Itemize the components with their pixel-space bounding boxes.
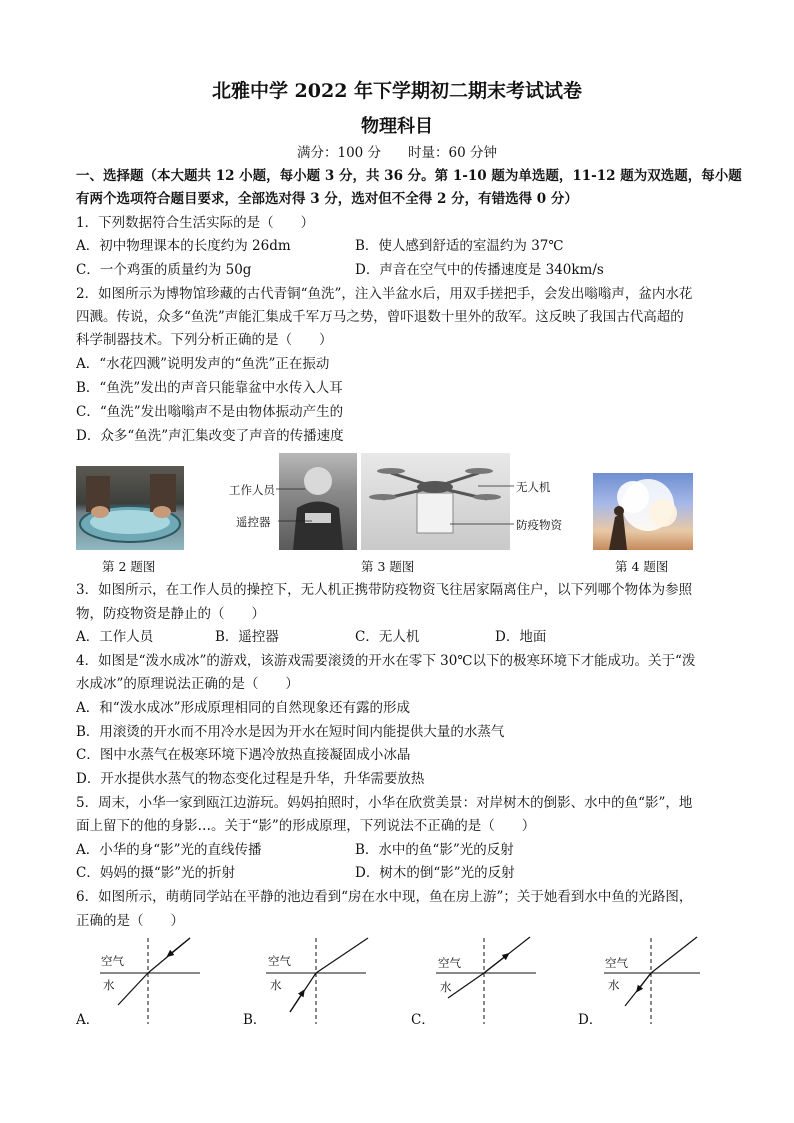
q4-option-b: B．用滚烫的开水而不用冷水是因为开水在短时间内能提供大量的水蒸气	[76, 724, 505, 740]
q5-stem-line2: 面上留下的他的身影…。关于“影”的形成原理，下列说法不正确的是（ ）	[76, 818, 536, 834]
diagram-c-water-label: 水	[440, 980, 452, 994]
q6-stem-line1: 6．如图所示，萌萌同学站在平静的池边看到“房在水中现，鱼在房上游”；关于她看到水中鱼的光路图，	[76, 889, 693, 905]
q1-option-b: B．使人感到舒适的室温约为 37℃	[355, 238, 564, 254]
q1-option-a: A．初中物理课本的长度约为 26dm	[76, 238, 291, 254]
q6-option-d: D．	[578, 1012, 603, 1028]
q1-option-c: C．一个鸡蛋的质量约为 50g	[76, 262, 252, 278]
q5-option-b: B．水中的鱼“影”光的反射	[355, 842, 514, 858]
q2-stem-line1: 2．如图所示为博物馆珍藏的古代青铜“鱼洗”，注入半盆水后，用双手搓把手，会发出嗡嗡声，盆内水花	[76, 286, 693, 302]
q6-option-a: A．	[76, 1012, 100, 1028]
figure-4-caption: 第 4 题图	[615, 559, 669, 574]
section-instructions-line2: 有两个选项符合题目要求，全部选对得 3 分，选对但不全得 2 分，有错选得 0 分）	[76, 191, 578, 207]
exam-title: 北雅中学 2022 年下学期初二期末考试试卷	[211, 80, 583, 102]
q2-option-d: D．众多“鱼洗”声汇集改变了声音的传播速度	[76, 428, 344, 444]
figure-2-caption: 第 2 题图	[102, 559, 156, 574]
diagram-c-air-label: 空气	[438, 956, 461, 970]
q2-option-b: B．“鱼洗”发出的声音只能靠盆中水传入人耳	[76, 380, 343, 396]
q1-option-d: D．声音在空气中的传播速度是 340km/s	[355, 262, 604, 278]
q5-stem-line1: 5．周末，小华一家到瓯江边游玩。妈妈拍照时，小华在欣赏美景：对岸树木的倒影、水中的鱼“影”，地	[76, 795, 693, 811]
q3-option-d: D．地面	[495, 629, 547, 645]
q1-stem: 1．下列数据符合生活实际的是（ ）	[76, 215, 315, 231]
exam-meta: 满分：100 分 时量：60 分钟	[296, 145, 498, 161]
q3-option-c: C．无人机	[355, 629, 420, 645]
diagram-d-air-label: 空气	[605, 956, 628, 970]
section-instructions-line1: 一、选择题（本大题共 12 小题，每小题 3 分，共 36 分。第 1-10 题为单选题，11-12 题为双选题，每小题	[76, 168, 742, 184]
q4-option-d: D．开水提供水蒸气的物态变化过程是升华，升华需要放热	[76, 771, 425, 787]
diagram-d-water-label: 水	[608, 978, 620, 992]
diagram-a-water-label: 水	[103, 978, 115, 992]
subject-title: 物理科目	[361, 116, 433, 137]
q2-stem-line3: 科学制器技术。下列分析正确的是（ ）	[76, 332, 333, 348]
q6-option-b: B．	[243, 1012, 267, 1028]
remote-label: 遥控器	[236, 515, 271, 529]
q6-option-c: C．	[411, 1012, 435, 1028]
figure-3-caption: 第 3 题图	[361, 559, 415, 574]
q4-stem-line2: 水成冰”的原理说法正确的是（ ）	[76, 676, 299, 692]
q2-option-a: A．“水花四溅”说明发声的“鱼洗”正在振动	[76, 356, 330, 372]
q2-option-c: C．“鱼洗”发出嗡嗡声不是由物体振动产生的	[76, 404, 344, 420]
q3-stem-line2: 物，防疫物资是静止的（ ）	[76, 606, 265, 622]
q6-stem-line2: 正确的是（ ）	[76, 913, 184, 929]
q3-option-b: B．遥控器	[215, 629, 279, 645]
drone-label: 无人机	[516, 480, 551, 494]
diagram-a	[100, 938, 200, 1024]
q3-option-a: A．工作人员	[76, 629, 154, 645]
q3-stem-line1: 3．如图所示，在工作人员的操控下，无人机正携带防疫物资飞往居家隔离住户，以下列哪个物体为参照	[76, 582, 693, 598]
q4-option-a: A．和“泼水成冰”形成原理相同的自然现象还有露的形成	[76, 700, 411, 716]
supplies-label: 防疫物资	[516, 518, 562, 532]
diagram-b-water-label: 水	[270, 978, 282, 992]
q2-stem-line2: 四溅。传说，众多“鱼洗”声能汇集成千军万马之势，曾吓退数十里外的敌军。这反映了我国古代高超的	[76, 309, 684, 325]
q5-option-a: A．小华的身“影”光的直线传播	[76, 842, 262, 858]
diagram-b-air-label: 空气	[268, 954, 291, 968]
q5-option-c: C．妈妈的摄“影”光的折射	[76, 865, 236, 881]
diagram-a-air-label: 空气	[101, 954, 124, 968]
q5-option-d: D．树木的倒“影”光的反射	[355, 865, 515, 881]
worker-label: 工作人员	[229, 483, 275, 497]
q4-stem-line1: 4．如图是“泼水成冰”的游戏，该游戏需要滚烫的开水在零下 30℃以下的极寒环境下才能成功。关于“泼	[76, 653, 696, 669]
q4-option-c: C．图中水蒸气在极寒环境下遇冷放热直接凝固成小冰晶	[76, 747, 411, 763]
